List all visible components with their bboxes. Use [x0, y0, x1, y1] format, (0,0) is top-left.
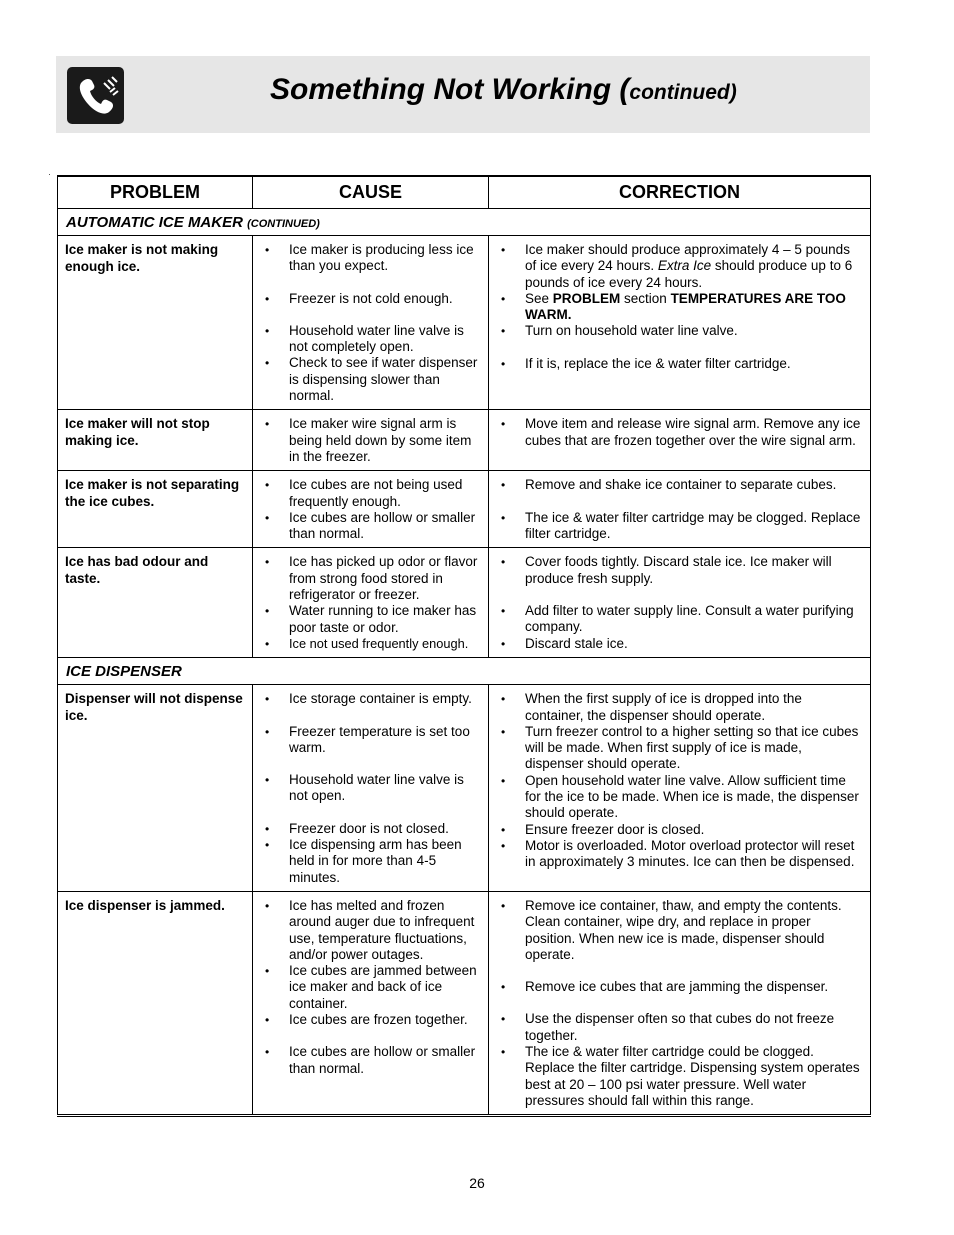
cause-cell [253, 891, 489, 1115]
correction-bold: PROBLEM [552, 290, 621, 306]
correction-item: • Turn freezer control to a higher setting so that ice cubes will be made. When first supply of ice is made, dispenser should operate. [489, 724, 864, 773]
correction-item: • Remove and shake ice container to separate cubes. [489, 477, 864, 493]
cause-cell [253, 685, 489, 892]
cause-item: • Ice storage container is empty. [253, 691, 482, 707]
column-header-cause: CAUSE [253, 176, 489, 209]
page-number: 26 [469, 1175, 485, 1191]
cause-item: • Ice has melted and frozen around auger due to infrequent use, temperature fluctuations, and/or power outages. [253, 898, 482, 963]
correction-item: • The ice & water filter cartridge could be clogged. Replace the filter cartridge. Dispensing system operates best at 20 – 100 psi water pressure. Well water pressures should fall within this range. [489, 1044, 864, 1109]
cause-item: • Ice cubes are frozen together. [253, 1012, 482, 1028]
table-row [58, 410, 871, 471]
page-title [270, 73, 737, 107]
cause-item: • Ice maker is producing less ice than you expect. [253, 242, 482, 275]
cause-item: • Freezer temperature is set too warm. [253, 724, 482, 757]
correction-item: • Motor is overloaded. Motor overload protector will reset in approximately 3 minutes. Ice can then be dispensed. [489, 838, 864, 871]
correction-text: section [620, 290, 671, 306]
correction-cell [489, 685, 871, 892]
section-title: AUTOMATIC ICE MAKER [66, 213, 243, 231]
stray-mark [49, 174, 50, 175]
correction-cell [489, 548, 871, 658]
correction-cell [489, 471, 871, 548]
correction-item: • Add filter to water supply line. Consult a water purifying company. [489, 603, 864, 636]
page-title-suffix: continued) [629, 81, 737, 104]
cause-item: • Household water line valve is not completely open. [253, 323, 482, 356]
cause-item: • Check to see if water dispenser is dispensing slower than normal. [253, 355, 482, 404]
page-title-main: Something Not Working ( [270, 73, 630, 106]
problem-cell: Ice dispenser is jammed. [58, 891, 253, 1115]
cause-item: • Ice cubes are hollow or smaller than normal. [253, 1044, 482, 1077]
correction-item: • Cover foods tightly. Discard stale ice. Ice maker will produce fresh supply. [489, 554, 864, 587]
table-row [58, 685, 871, 892]
cause-item: • Water running to ice maker has poor taste or odor. [253, 603, 482, 636]
correction-bold: TEMPERATURES ARE TOO WARM. [525, 290, 846, 323]
section-title-ice-dispenser [58, 658, 871, 685]
correction-item: • Discard stale ice. [489, 636, 864, 652]
problem-cell: Ice has bad odour and taste. [58, 548, 253, 658]
table-row [58, 236, 871, 410]
section-header-row [58, 658, 871, 685]
column-header-correction: CORRECTION [489, 176, 871, 209]
correction-item [489, 242, 864, 291]
cause-cell [253, 410, 489, 471]
table-header-row [58, 176, 871, 209]
correction-item: • Remove ice container, thaw, and empty the contents. Clean container, wipe dry, and replace in proper position. When new ice is made, dispenser should operate. [489, 898, 864, 963]
section-header-row [58, 209, 871, 236]
problem-cell: Ice maker is not making enough ice. [58, 236, 253, 410]
phone-handset-icon [67, 67, 124, 124]
column-header-problem: PROBLEM [58, 176, 253, 209]
correction-emphasis: Extra Ice [657, 258, 712, 274]
problem-cell: Ice maker is not separating the ice cubes. [58, 471, 253, 548]
correction-item: • The ice & water filter cartridge may be clogged. Replace filter cartridge. [489, 510, 864, 543]
cause-cell [253, 548, 489, 658]
table-row [58, 471, 871, 548]
correction-item [489, 291, 864, 324]
correction-text: Ice maker should produce approximately 4 – 5 pounds of ice every 24 hours. [525, 242, 850, 274]
table-row [58, 548, 871, 658]
page-header [56, 56, 870, 133]
correction-text: See [525, 290, 553, 306]
cause-item: • Freezer door is not closed. [253, 821, 482, 837]
problem-cell: Ice maker will not stop making ice. [58, 410, 253, 471]
correction-item: • Turn on household water line valve. [489, 323, 864, 339]
troubleshooting-table [57, 175, 871, 1117]
cause-item: • Ice maker wire signal arm is being held down by some item in the freezer. [253, 416, 482, 465]
section-title-automatic-ice-maker [58, 209, 871, 236]
cause-cell [253, 236, 489, 410]
correction-item: • Open household water line valve. Allow sufficient time for the ice to be made. When ice is made, the dispenser should operate. [489, 773, 864, 822]
section-title-suffix: (CONTINUED) [247, 217, 320, 230]
section-title: ICE DISPENSER [66, 662, 182, 680]
correction-item: • Move item and release wire signal arm. Remove any ice cubes that are frozen together over the wire signal arm. [489, 416, 864, 449]
cause-item: • Ice dispensing arm has been held in for more than 4-5 minutes. [253, 837, 482, 886]
correction-item: • Ensure freezer door is closed. [489, 822, 864, 838]
cause-item: • Ice cubes are jammed between ice maker and back of ice container. [253, 963, 482, 1012]
cause-item: • Ice has picked up odor or flavor from strong food stored in refrigerator or freezer. [253, 554, 482, 603]
correction-cell [489, 410, 871, 471]
correction-item: • Remove ice cubes that are jamming the dispenser. [489, 979, 864, 995]
correction-cell [489, 891, 871, 1115]
cause-item: • Household water line valve is not open. [253, 772, 482, 805]
cause-item: • Ice cubes are hollow or smaller than normal. [253, 510, 482, 543]
cause-item: • Freezer is not cold enough. [253, 291, 482, 307]
table-row [58, 891, 871, 1115]
problem-cell: Dispenser will not dispense ice. [58, 685, 253, 892]
cause-cell [253, 471, 489, 548]
cause-item: • Ice cubes are not being used frequently enough. [253, 477, 482, 510]
correction-cell [489, 236, 871, 410]
correction-item: • Use the dispenser often so that cubes do not freeze together. [489, 1011, 864, 1044]
correction-text: should produce up to 6 pounds of ice every 24 hours. [525, 258, 853, 290]
cause-item: • Ice not used frequently enough. [253, 636, 482, 652]
correction-item: • When the first supply of ice is dropped into the container, the dispenser should operate. [489, 691, 864, 724]
correction-item: • If it is, replace the ice & water filter cartridge. [489, 356, 864, 372]
